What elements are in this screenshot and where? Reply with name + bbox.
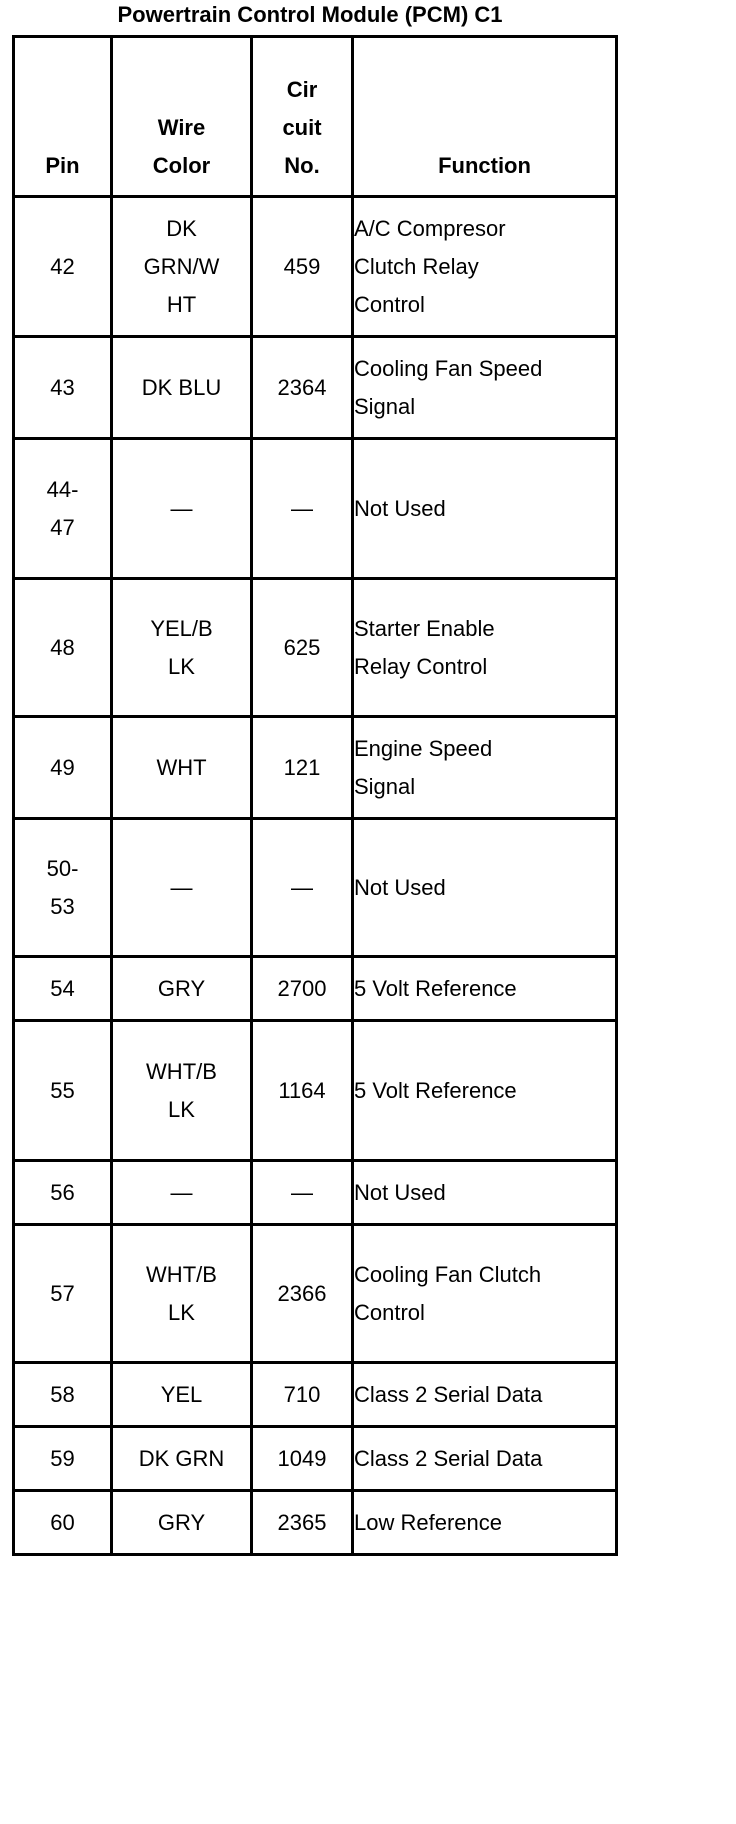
function-cell <box>353 439 617 579</box>
pin-cell <box>14 819 112 957</box>
pin-cell-line: 43 <box>50 374 75 400</box>
circuit-cell <box>252 1491 353 1555</box>
circuit-cell-text: — <box>291 495 313 521</box>
header-wire-color-line1: Wire <box>157 115 206 140</box>
wire-color-cell-line: YEL/B <box>150 615 213 641</box>
wire-color-cell-line: — <box>170 1179 193 1205</box>
wire-color-cell-line: LK <box>168 1299 195 1325</box>
function-cell-line: Not Used <box>354 1179 446 1205</box>
table-row <box>14 819 617 957</box>
function-cell-line: Starter Enable <box>354 615 495 641</box>
circuit-cell-text: — <box>291 874 313 900</box>
function-cell <box>353 1363 617 1427</box>
wire-color-cell <box>112 439 252 579</box>
table-row <box>14 1021 617 1161</box>
pin-cell-line: 53 <box>50 893 75 919</box>
function-cell <box>353 197 617 337</box>
circuit-cell <box>252 1021 353 1161</box>
circuit-cell <box>252 197 353 337</box>
wire-color-cell-line: GRN/W <box>143 253 220 279</box>
header-wire-color <box>112 37 252 197</box>
pin-cell <box>14 579 112 717</box>
pin-cell <box>14 1427 112 1491</box>
pin-cell <box>14 1225 112 1363</box>
function-cell-line: 5 Volt Reference <box>354 975 517 1001</box>
pin-cell <box>14 337 112 439</box>
wire-color-cell <box>112 579 252 717</box>
wire-color-cell-line: GRY <box>157 1509 206 1535</box>
pin-cell-line: 56 <box>50 1179 75 1205</box>
circuit-cell-text: 1164 <box>278 1077 326 1103</box>
function-cell-line: Class 2 Serial Data <box>354 1445 543 1471</box>
function-cell <box>353 1225 617 1363</box>
wire-color-cell-line: — <box>170 495 193 521</box>
table-row <box>14 1161 617 1225</box>
circuit-cell <box>252 337 353 439</box>
function-cell-line: Control <box>354 291 425 317</box>
table-row <box>14 439 617 579</box>
pin-cell-line: 60 <box>50 1509 75 1535</box>
header-pin <box>14 37 112 197</box>
circuit-cell-text: 2700 <box>277 975 327 1001</box>
function-cell <box>353 819 617 957</box>
pin-cell <box>14 957 112 1021</box>
function-cell-line: A/C Compresor <box>354 215 506 241</box>
function-cell-line: Not Used <box>354 495 446 521</box>
function-cell <box>353 1021 617 1161</box>
table-title: Powertrain Control Module (PCM) C1 <box>117 2 503 27</box>
table-row <box>14 579 617 717</box>
wire-color-cell-line: DK BLU <box>141 374 222 400</box>
pin-cell <box>14 717 112 819</box>
wire-color-cell <box>112 1021 252 1161</box>
table-row <box>14 957 617 1021</box>
function-cell <box>353 1161 617 1225</box>
table-row <box>14 1427 617 1491</box>
wire-color-cell <box>112 717 252 819</box>
header-wire-color-line2: Color <box>152 153 211 178</box>
pin-cell <box>14 1363 112 1427</box>
table-row <box>14 1491 617 1555</box>
function-cell <box>353 1427 617 1491</box>
wire-color-cell-line: WHT/B <box>146 1058 217 1084</box>
function-cell <box>353 337 617 439</box>
function-cell <box>353 579 617 717</box>
function-cell-line: Clutch Relay <box>354 253 479 279</box>
wire-color-cell <box>112 197 252 337</box>
header-pin-label: Pin <box>45 153 80 178</box>
wire-color-cell-line: GRY <box>157 975 206 1001</box>
table-row <box>14 197 617 337</box>
pin-cell-line: 58 <box>50 1381 75 1407</box>
function-cell-line: Relay Control <box>354 653 488 679</box>
header-circuit-line2: cuit <box>282 115 322 140</box>
wire-color-cell-line: LK <box>168 1096 195 1122</box>
circuit-cell <box>252 1427 353 1491</box>
function-cell-line: Signal <box>354 393 416 419</box>
circuit-cell-text: 459 <box>283 253 321 279</box>
header-circuit-line3: No. <box>284 153 320 178</box>
pin-cell-line: 59 <box>50 1445 75 1471</box>
circuit-cell <box>252 717 353 819</box>
pin-cell <box>14 1491 112 1555</box>
table-row <box>14 1225 617 1363</box>
wire-color-cell <box>112 1363 252 1427</box>
wire-color-cell-line: LK <box>168 653 195 679</box>
wire-color-cell-line: WHT <box>156 754 207 780</box>
header-function <box>353 37 617 197</box>
function-cell-line: Cooling Fan Speed <box>354 355 543 381</box>
wire-color-cell <box>112 957 252 1021</box>
wire-color-cell <box>112 337 252 439</box>
wire-color-cell <box>112 1161 252 1225</box>
pin-cell <box>14 1161 112 1225</box>
circuit-cell-text: 2364 <box>277 374 327 400</box>
function-cell <box>353 717 617 819</box>
pin-cell-line: 54 <box>50 975 75 1001</box>
wire-color-cell-line: HT <box>166 291 197 317</box>
function-cell-line: Signal <box>354 773 416 799</box>
function-cell-line: Cooling Fan Clutch <box>354 1261 542 1287</box>
wire-color-cell-line: YEL <box>160 1381 203 1407</box>
pin-cell-line: 57 <box>50 1280 75 1306</box>
function-cell <box>353 1491 617 1555</box>
header-row <box>14 37 617 197</box>
function-cell-line: Not Used <box>354 874 446 900</box>
wire-color-cell-line: DK <box>166 215 197 241</box>
function-cell-line: Control <box>354 1299 425 1325</box>
pin-cell <box>14 1021 112 1161</box>
circuit-cell <box>252 1225 353 1363</box>
pin-table <box>12 35 618 1556</box>
table-row <box>14 337 617 439</box>
pin-cell-line: 42 <box>50 253 75 279</box>
circuit-cell-text: 121 <box>283 754 321 780</box>
circuit-cell-text: 2366 <box>277 1280 327 1306</box>
circuit-cell-text: 710 <box>283 1381 321 1407</box>
circuit-cell <box>252 439 353 579</box>
table-row <box>14 717 617 819</box>
function-cell <box>353 957 617 1021</box>
pin-cell-line: 48 <box>50 634 75 660</box>
circuit-cell-text: 1049 <box>277 1445 327 1471</box>
circuit-cell <box>252 1363 353 1427</box>
circuit-cell-text: — <box>291 1179 313 1205</box>
circuit-cell-text: 2365 <box>277 1509 327 1535</box>
wire-color-cell <box>112 1427 252 1491</box>
function-cell-line: Low Reference <box>354 1509 502 1535</box>
circuit-cell <box>252 1161 353 1225</box>
circuit-cell <box>252 957 353 1021</box>
pin-cell-line: 50- <box>46 855 79 881</box>
wire-color-cell <box>112 1491 252 1555</box>
function-cell-line: 5 Volt Reference <box>354 1077 517 1103</box>
header-circuit-line1: Cir <box>286 77 318 102</box>
header-circuit-no <box>252 37 353 197</box>
table-row <box>14 1363 617 1427</box>
wire-color-cell-line: WHT/B <box>146 1261 217 1287</box>
circuit-cell <box>252 579 353 717</box>
pin-cell-line: 44- <box>46 476 79 502</box>
function-cell-line: Engine Speed <box>354 735 493 761</box>
pin-cell <box>14 197 112 337</box>
function-cell-line: Class 2 Serial Data <box>354 1381 543 1407</box>
wire-color-cell <box>112 1225 252 1363</box>
circuit-cell <box>252 819 353 957</box>
header-function-label: Function <box>438 153 531 178</box>
pin-cell-line: 49 <box>50 754 75 780</box>
pin-cell-line: 55 <box>50 1077 75 1103</box>
wire-color-cell-line: DK GRN <box>138 1445 225 1471</box>
pin-cell-line: 47 <box>50 514 75 540</box>
wire-color-cell <box>112 819 252 957</box>
circuit-cell-text: 625 <box>283 634 321 660</box>
pin-cell <box>14 439 112 579</box>
wire-color-cell-line: — <box>170 874 193 900</box>
